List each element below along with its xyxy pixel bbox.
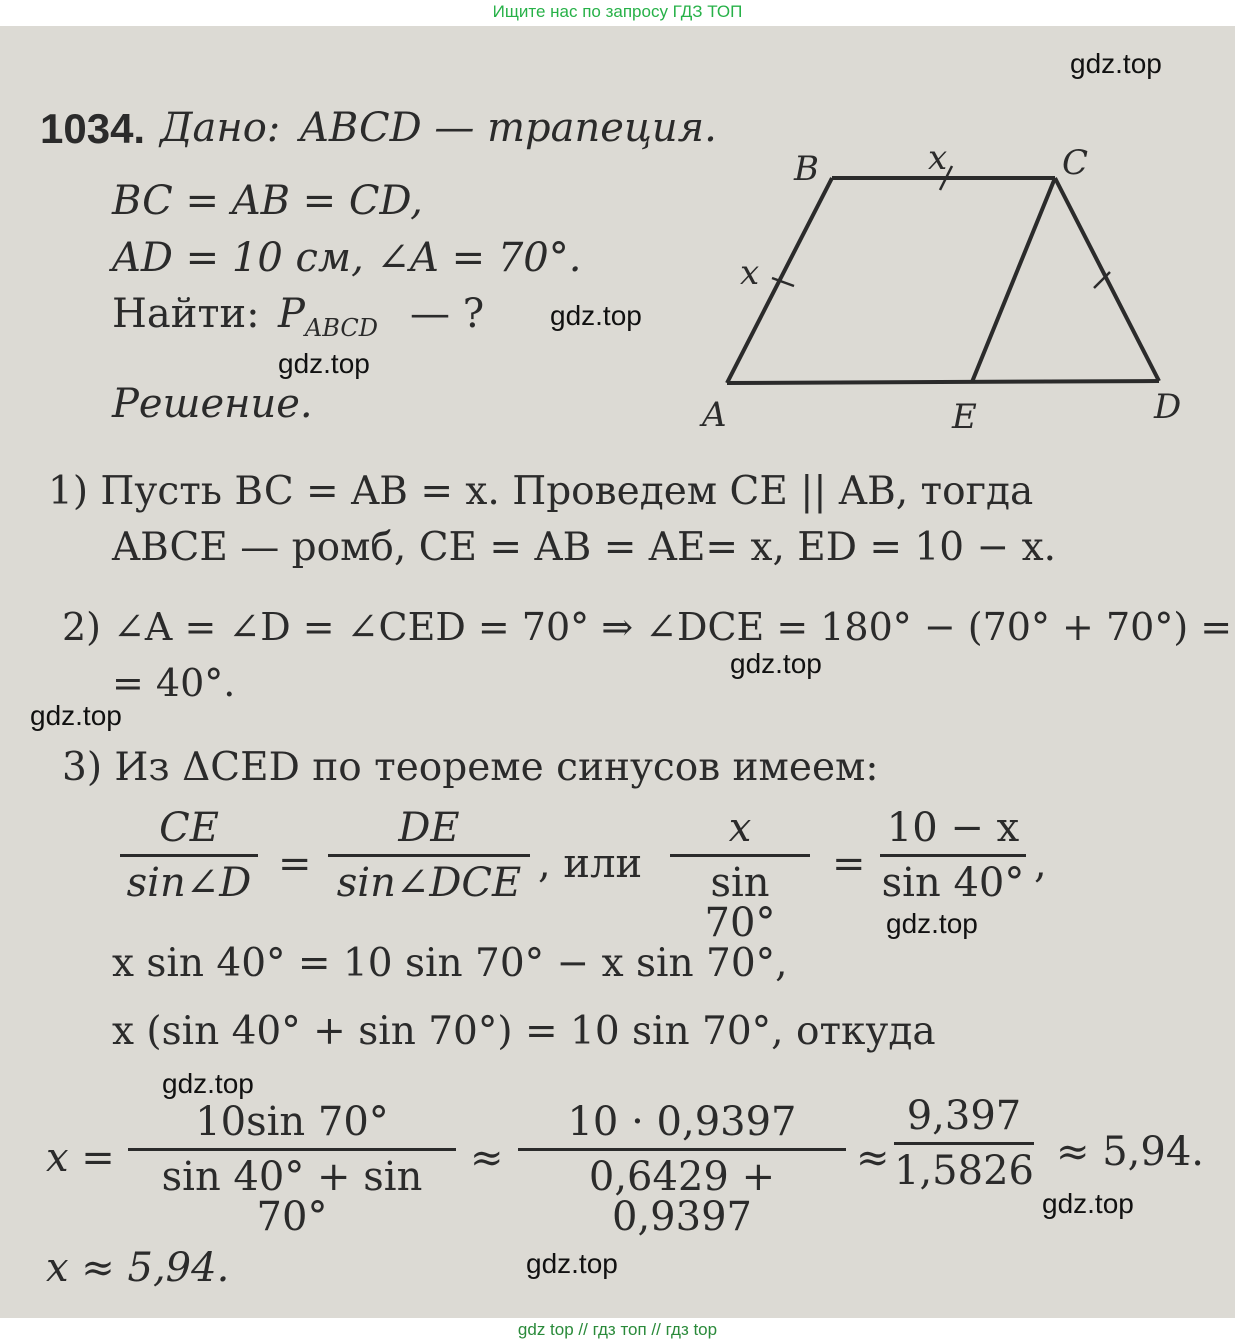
fraction-result [894, 1093, 1034, 1194]
fraction-denominator: sin 40° [881, 860, 1025, 906]
fraction-numerator: CE [159, 805, 219, 851]
find-label: Найти: [112, 291, 260, 337]
watermark: gdz.top [1070, 48, 1162, 79]
result-tail: ≈ 5,94. [1056, 1129, 1205, 1175]
approx-sign-2: ≈ [856, 1135, 890, 1181]
watermark: gdz.top [278, 348, 370, 379]
fraction-formula [128, 1099, 456, 1240]
fraction-denominator: 1,5826 [894, 1148, 1034, 1194]
label-b: B [794, 149, 819, 189]
given-label: Дано: [160, 105, 281, 151]
find-perimeter [278, 291, 378, 342]
condition-1: BC = AB = CD, [112, 178, 423, 224]
trapezoid-figure [690, 136, 1210, 446]
equals-sign-2: = [832, 841, 866, 887]
final-answer: x ≈ 5,94. [46, 1245, 230, 1291]
fraction-ce-sind [120, 805, 258, 906]
fraction-numerator: 9,397 [906, 1093, 1022, 1139]
equation-line-a: x sin 40° = 10 sin 70° − x sin 70°, [112, 941, 788, 986]
label-e: E [952, 397, 977, 437]
fraction-numerator: 10 − x [886, 805, 1020, 851]
condition-2: AD = 10 см, ∠A = 70°. [112, 235, 582, 281]
fraction-numeric [518, 1099, 846, 1240]
label-a: A [702, 395, 727, 435]
segment-ce [972, 178, 1055, 382]
label-c: C [1062, 143, 1089, 183]
watermark: gdz.top [550, 300, 642, 331]
watermark: gdz.top [162, 1068, 254, 1099]
fraction-denominator: sin∠DCE [336, 860, 522, 906]
comma: , [1034, 841, 1047, 887]
or-text: , или [538, 841, 643, 887]
watermark: gdz.top [886, 908, 978, 939]
fraction-numerator: 10 · 0,9397 [567, 1099, 797, 1145]
label-x-left: x [740, 253, 760, 293]
fraction-denominator: sin 40° + sin 70° [161, 1154, 423, 1240]
fraction-numerator: DE [398, 805, 460, 851]
watermark: gdz.top [526, 1248, 618, 1279]
watermark: gdz.top [1042, 1188, 1134, 1219]
step2-line2: = 40°. [112, 661, 236, 705]
fraction-denominator: 0,6429 + 0,9397 [588, 1154, 776, 1240]
step2-line1: 2) ∠A = ∠D = ∠CED = 70° ⇒ ∠DCE = 180° − (70° + 70°) = [62, 605, 1233, 649]
fraction-denominator: sin∠D [126, 860, 252, 906]
top-banner: Ищите нас по запросу ГДЗ ТОП [0, 0, 1235, 26]
watermark: gdz.top [30, 700, 122, 731]
fraction-10-x-sin40 [880, 805, 1026, 906]
step3-line1: 3) Из ΔCED по теореме синусов имеем: [62, 745, 879, 790]
label-d: D [1154, 387, 1182, 427]
fraction-x-sin70 [670, 805, 810, 946]
bottom-footer: gdz top // гдз топ // гдз top [0, 1318, 1235, 1344]
find-p-subscript: ABCD [304, 314, 378, 342]
equation-line-b: x (sin 40° + sin 70°) = 10 sin 70°, откуда [112, 1009, 936, 1054]
textbook-page [0, 26, 1235, 1318]
find-p-symbol: P [278, 291, 305, 337]
step1-line2: ABCE — ромб, CE = AB = AE= x, ED = 10 − x. [112, 525, 1056, 570]
fraction-numerator: x [728, 805, 752, 851]
label-x-top: x [928, 138, 948, 178]
solution-label: Решение. [112, 381, 313, 427]
side-ad [727, 381, 1159, 383]
given-text: ABCD — трапеция. [300, 105, 717, 151]
watermark: gdz.top [730, 648, 822, 679]
equals-sign-1: = [278, 841, 312, 887]
step1-line1: 1) Пусть BC = AB = x. Проведем CE || AB, тогда [48, 469, 1034, 514]
approx-sign-1: ≈ [470, 1135, 504, 1181]
side-cd [1055, 178, 1159, 381]
fraction-de-sindce [328, 805, 530, 906]
problem-number: 1034. [40, 105, 146, 152]
fraction-denominator: sin 70° [704, 860, 776, 946]
fraction-numerator: 10sin 70° [195, 1099, 389, 1145]
find-tail: — ? [410, 291, 485, 337]
x-equals: x = [46, 1135, 115, 1181]
